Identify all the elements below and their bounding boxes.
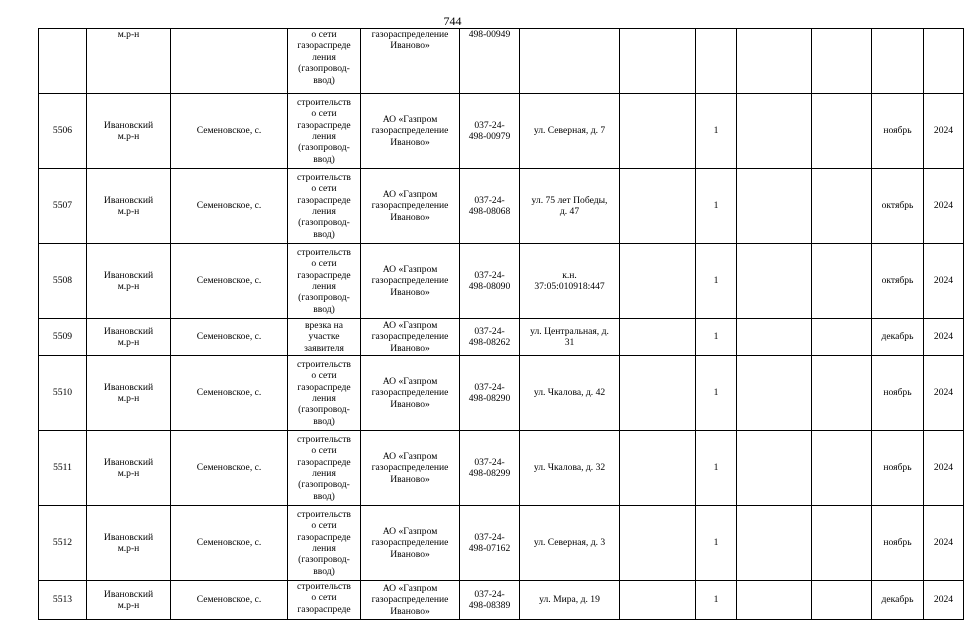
address-cell [520, 29, 620, 94]
settlement-cell: Семеновское, с. [171, 319, 288, 356]
quantity-cell: 1 [696, 244, 737, 319]
row-number [39, 29, 87, 94]
application-code-cell: 037-24- 498-07162 [460, 506, 520, 581]
address-cell: ул. Мира, д. 19 [520, 581, 620, 620]
year-cell: 2024 [924, 506, 964, 581]
month-cell: декабрь [872, 319, 924, 356]
month-cell: октябрь [872, 169, 924, 244]
district-cell: Ивановский м.р-н [87, 169, 171, 244]
blank-cell [620, 581, 696, 620]
year-cell [924, 29, 964, 94]
year-cell: 2024 [924, 244, 964, 319]
address-cell: ул. Чкалова, д. 32 [520, 431, 620, 506]
table-row [39, 244, 964, 319]
application-code-cell: 037-24- 498-08262 [460, 319, 520, 356]
blank-cell [812, 94, 872, 169]
blank-cell [620, 356, 696, 431]
blank-cell [812, 29, 872, 94]
address-cell: ул. Северная, д. 7 [520, 94, 620, 169]
year-cell: 2024 [924, 581, 964, 620]
row-number: 5506 [39, 94, 87, 169]
object-type-cell: врезка на участке заявителя [288, 319, 361, 356]
organization-cell: АО «Газпром газораспределение Иваново» [361, 244, 460, 319]
district-cell: Ивановский м.р-н [87, 244, 171, 319]
row-number: 5512 [39, 506, 87, 581]
object-type-cell: строительств о сети газораспреде ления (газопровод- ввод) [288, 431, 361, 506]
quantity-cell: 1 [696, 94, 737, 169]
district-cell: Ивановский м.р-н [87, 94, 171, 169]
table-row [39, 356, 964, 431]
organization-cell: АО «Газпром газораспределение Иваново» [361, 169, 460, 244]
blank-cell [812, 581, 872, 620]
blank-cell [737, 94, 812, 169]
blank-cell [812, 244, 872, 319]
month-cell: ноябрь [872, 431, 924, 506]
blank-cell [737, 169, 812, 244]
district-cell: Ивановский м.р-н [87, 506, 171, 581]
settlement-cell: Семеновское, с. [171, 356, 288, 431]
year-cell: 2024 [924, 319, 964, 356]
address-cell: ул. 75 лет Победы, д. 47 [520, 169, 620, 244]
settlement-cell: Семеновское, с. [171, 244, 288, 319]
organization-cell: АО «Газпром газораспределение Иваново» [361, 356, 460, 431]
application-code-cell: 037-24- 498-08389 [460, 581, 520, 620]
blank-cell [620, 29, 696, 94]
district-cell: Ивановский м.р-н [87, 431, 171, 506]
blank-cell [737, 244, 812, 319]
object-type-cell: строительств о сети газораспреде ления (газопровод- ввод) [288, 244, 361, 319]
year-cell: 2024 [924, 356, 964, 431]
table-row [39, 581, 964, 620]
organization-cell: АО «Газпром газораспределение Иваново» [361, 319, 460, 356]
blank-cell [812, 319, 872, 356]
blank-cell [620, 319, 696, 356]
settlement-cell: Семеновское, с. [171, 169, 288, 244]
blank-cell [737, 506, 812, 581]
district-cell: Ивановский м.р-н [87, 356, 171, 431]
year-cell: 2024 [924, 431, 964, 506]
settlement-cell: Семеновское, с. [171, 94, 288, 169]
month-cell: ноябрь [872, 356, 924, 431]
object-type-cell: о сети газораспреде ления (газопровод- ввод) [288, 29, 361, 94]
blank-cell [737, 29, 812, 94]
blank-cell [812, 169, 872, 244]
row-number: 5508 [39, 244, 87, 319]
register-table [38, 28, 964, 620]
application-code-cell: 037-24- 498-00979 [460, 94, 520, 169]
quantity-cell: 1 [696, 506, 737, 581]
blank-cell [812, 506, 872, 581]
table-row [39, 29, 964, 94]
blank-cell [620, 431, 696, 506]
month-cell: декабрь [872, 581, 924, 620]
district-cell: м.р-н [87, 29, 171, 94]
object-type-cell: строительств о сети газораспреде ления (газопровод- ввод) [288, 169, 361, 244]
blank-cell [737, 319, 812, 356]
table-row [39, 319, 964, 356]
blank-cell [620, 169, 696, 244]
table-row [39, 431, 964, 506]
settlement-cell: Семеновское, с. [171, 506, 288, 581]
object-type-cell: строительств о сети газораспреде [288, 581, 361, 620]
organization-cell: газораспределение Иваново» [361, 29, 460, 94]
quantity-cell: 1 [696, 319, 737, 356]
district-cell: Ивановский м.р-н [87, 581, 171, 620]
blank-cell [812, 431, 872, 506]
row-number: 5509 [39, 319, 87, 356]
settlement-cell: Семеновское, с. [171, 581, 288, 620]
blank-cell [737, 581, 812, 620]
object-type-cell: строительств о сети газораспреде ления (газопровод- ввод) [288, 94, 361, 169]
month-cell [872, 29, 924, 94]
row-number: 5513 [39, 581, 87, 620]
blank-cell [812, 356, 872, 431]
application-code-cell: 037-24- 498-08090 [460, 244, 520, 319]
row-number: 5511 [39, 431, 87, 506]
quantity-cell: 1 [696, 431, 737, 506]
quantity-cell: 1 [696, 169, 737, 244]
organization-cell: АО «Газпром газораспределение Иваново» [361, 94, 460, 169]
application-code-cell: 037-24- 498-08068 [460, 169, 520, 244]
settlement-cell [171, 29, 288, 94]
organization-cell: АО «Газпром газораспределение Иваново» [361, 506, 460, 581]
year-cell: 2024 [924, 169, 964, 244]
settlement-cell: Семеновское, с. [171, 431, 288, 506]
blank-cell [620, 506, 696, 581]
application-code-cell: 037-24- 498-08290 [460, 356, 520, 431]
blank-cell [620, 244, 696, 319]
month-cell: октябрь [872, 244, 924, 319]
address-cell: ул. Чкалова, д. 42 [520, 356, 620, 431]
address-cell: к.н. 37:05:010918:447 [520, 244, 620, 319]
district-cell: Ивановский м.р-н [87, 319, 171, 356]
application-code-cell: 498-00949 [460, 29, 520, 94]
month-cell: ноябрь [872, 94, 924, 169]
table-row [39, 506, 964, 581]
month-cell: ноябрь [872, 506, 924, 581]
quantity-cell: 1 [696, 581, 737, 620]
year-cell: 2024 [924, 94, 964, 169]
blank-cell [620, 94, 696, 169]
organization-cell: АО «Газпром газораспределение Иваново» [361, 581, 460, 620]
table-row [39, 94, 964, 169]
row-number: 5507 [39, 169, 87, 244]
table-row [39, 169, 964, 244]
blank-cell [696, 29, 737, 94]
address-cell: ул. Центральная, д. 31 [520, 319, 620, 356]
object-type-cell: строительств о сети газораспреде ления (газопровод- ввод) [288, 356, 361, 431]
row-number: 5510 [39, 356, 87, 431]
blank-cell [737, 431, 812, 506]
address-cell: ул. Северная, д. 3 [520, 506, 620, 581]
object-type-cell: строительств о сети газораспреде ления (газопровод- ввод) [288, 506, 361, 581]
application-code-cell: 037-24- 498-08299 [460, 431, 520, 506]
blank-cell [737, 356, 812, 431]
organization-cell: АО «Газпром газораспределение Иваново» [361, 431, 460, 506]
quantity-cell: 1 [696, 356, 737, 431]
page-number: 744 [443, 14, 462, 28]
